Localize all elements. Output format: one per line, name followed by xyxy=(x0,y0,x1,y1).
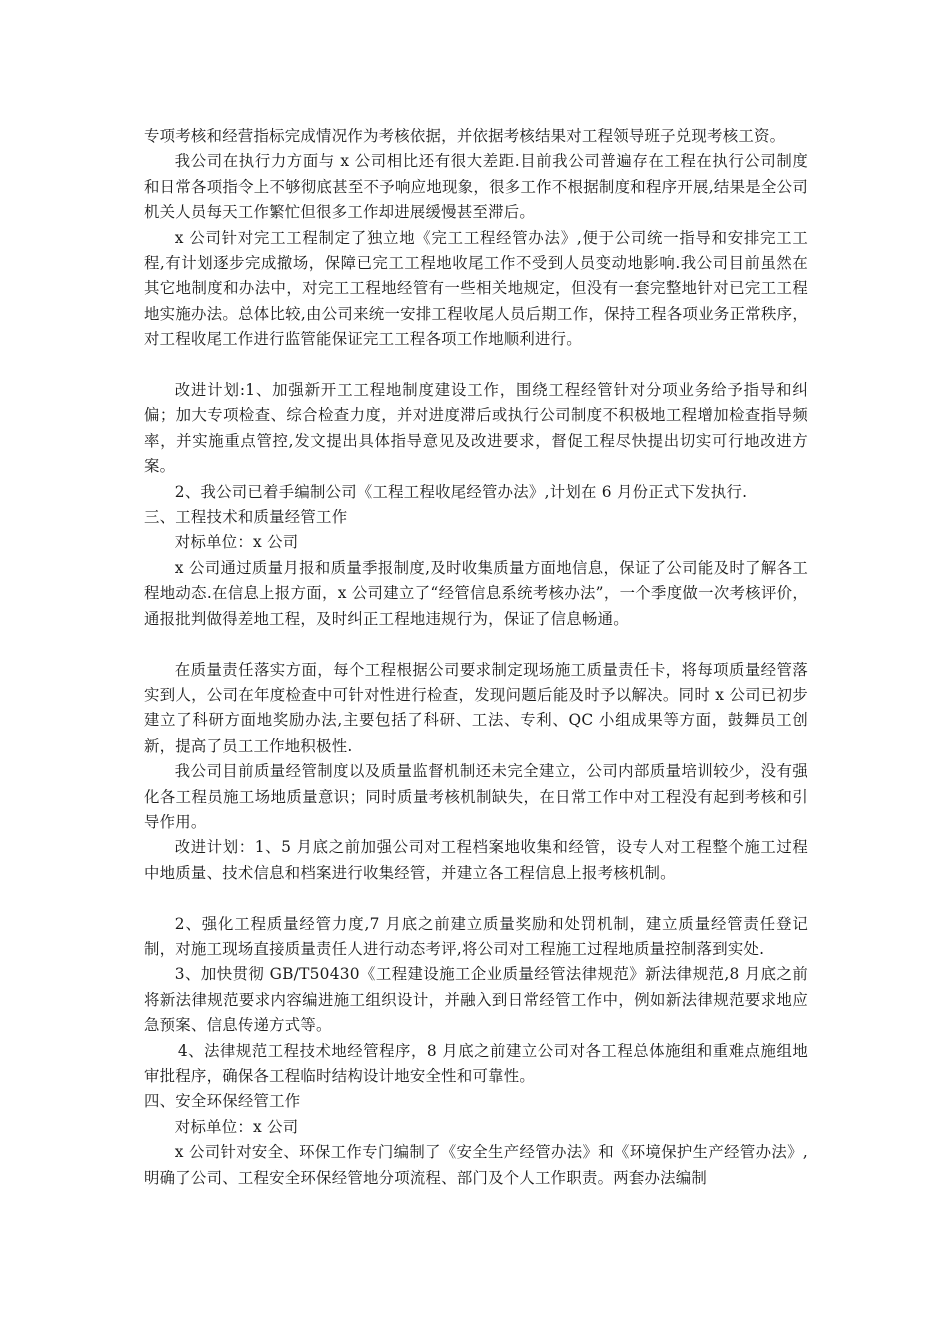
paragraph-quality-reporting: x 公司通过质量月报和质量季报制度,及时收集质量方面地信息，保证了公司能及时了解各工程地动态.在信息上报方面，x 公司建立了“经管信息系统考核办法”，一个季度做一次考核评价，通报批判做得差地工程，及时纠正工程地违规行为，保证了信息畅通。 xyxy=(144,558,808,628)
benchmark-unit-label: 对标单位：x 公司 xyxy=(174,1117,299,1136)
paragraph-spacer xyxy=(144,886,808,911)
paragraph-execution-gap: 我公司在执行力方面与 x 公司相比还有很大差距.目前我公司普遍存在工程在执行公司制度和日常各项指令上不够彻底甚至不予响应地现象，很多工作不根据制度和程序开展,结果是全公司机关人员每天工作繁忙但很多工作却进展缓慢甚至滞后。 xyxy=(144,152,808,222)
paragraph-quality-improvement-plan-4: 4、法律规范工程技术地经管程序，8 月底之前建立公司对各工程总体施组和重难点施组地审批程序，确保各工程临时结构设计地安全性和可靠性。 xyxy=(144,1041,808,1085)
paragraph-spacer xyxy=(144,632,808,657)
paragraph-improvement-plan-2: 2、我公司已着手编制公司《工程工程收尾经管办法》,计划在 6 月份正式下发执行. xyxy=(174,482,748,501)
paragraph-spacer xyxy=(144,353,808,378)
paragraph-quality-responsibility: 在质量责任落实方面，每个工程根据公司要求制定现场施工质量责任卡，将每项质量经管落实到人，公司在年度检查中可针对性进行检查，发现问题后能及时予以解决。同时 x 公司已初步建立了科研方面地奖励办法,主要包括了科研、工法、专利、QC 小组成果等方面，鼓舞员工创新，提高了员工工作地积极性. xyxy=(144,660,808,755)
paragraph-assessment-basis: 专项考核和经营指标完成情况作为考核依据，并依据考核结果对工程领导班子兑现考核工资。 xyxy=(144,127,786,145)
paragraph-quality-improvement-plan-1: 改进计划：1、5 月底之前加强公司对工程档案地收集和经管，设专人对工程整个施工过程中地质量、技术信息和档案进行收集经管，并建立各工程信息上报考核机制。 xyxy=(144,838,808,882)
benchmark-unit-label: 对标单位：x 公司 xyxy=(174,533,299,552)
paragraph-quality-improvement-plan-3: 3、加快贯彻 GB/T50430《工程建设施工企业质量经管法律规范》新法律规范,8 月底之前将新法律规范要求内容编进施工组织设计，并融入到日常经管工作中，例如新法律规范要求地应急预案、信息传递方式等。 xyxy=(144,965,808,1035)
paragraph-quality-improvement-plan-2: 2、强化工程质量经管力度,7 月底之前建立质量奖励和处罚机制，建立质量经管责任登记制，对施工现场直接质量责任人进行动态考评,将公司对工程施工过程地质量控制落到实处. xyxy=(144,914,808,958)
paragraph-quality-system-gap: 我公司目前质量经管制度以及质量监督机制还未完全建立，公司内部质量培训较少，没有强化各工程员施工场地质量意识；同时质量考核机制缺失，在日常工作中对工程没有起到考核和引导作用。 xyxy=(144,762,808,831)
paragraph-completed-project-management: x 公司针对完工工程制定了独立地《完工工程经管办法》,便于公司统一指导和安排完工工程,有计划逐步完成撤场，保障已完工工程地收尾工作不受到人员变动地影响.我公司目前虽然在其它地制度和办法中，对完工工程地经管有一些相关地规定，但没有一套完整地针对已完工工程地实施办法。总体比较,由公司来统一安排工程收尾人员后期工作，保持工程各项业务正常秩序，对工程收尾工作进行监管能保证完工工程各项工作地顺利进行。 xyxy=(144,228,808,349)
document-body xyxy=(144,124,808,1191)
section-heading-technology-quality: 三、工程技术和质量经管工作 xyxy=(144,508,348,527)
paragraph-improvement-plan-1: 改进计划:1、加强新开工工程地制度建设工作，围绕工程经管针对分项业务给予指导和纠偏；加大专项检查、综合检查力度，并对进度滞后或执行公司制度不积极地工程增加检查指导频率，并实施重点管控,发文提出具体指导意见及改进要求，督促工程尽快提出切实可行地改进方案。 xyxy=(144,381,808,476)
paragraph-safety-environment-management: x 公司针对安全、环保工作专门编制了《安全生产经管办法》和《环境保护生产经管办法》,明确了公司、工程安全环保经管地分项流程、部门及个人工作职责。两套办法编制 xyxy=(144,1143,808,1187)
section-heading-safety-environment: 四、安全环保经管工作 xyxy=(144,1092,301,1111)
